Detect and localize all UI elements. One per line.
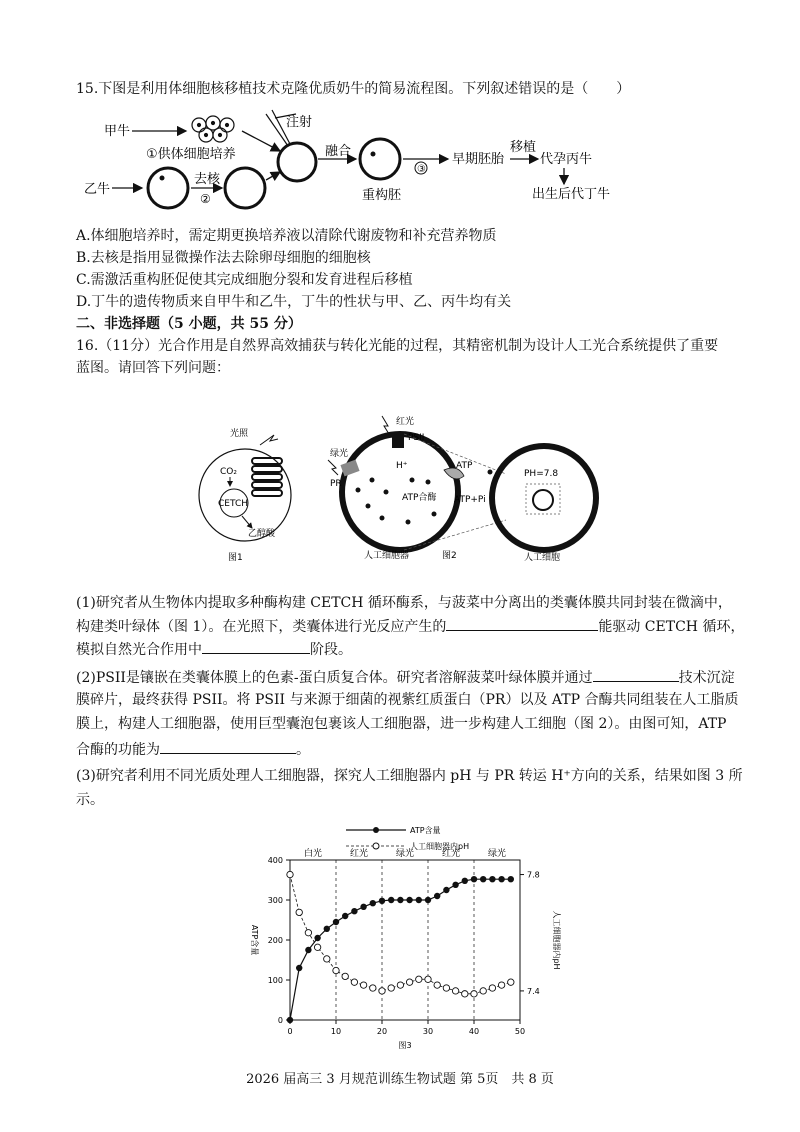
q16-p2-line4-b: 。: [296, 742, 310, 758]
data-point-atp: [508, 876, 514, 882]
y-tick-label: 300: [267, 896, 283, 905]
data-point-ph: [434, 982, 440, 988]
q15-option-c: C.需激活重构胚促使其完成细胞分裂和发育进程后移植: [76, 272, 413, 288]
enucleated-oocyte: [225, 168, 265, 208]
y2-axis-label: 人工细胞器内pH: [552, 910, 561, 970]
fig2-label: 图2: [442, 551, 457, 561]
green-light-label: 绿光: [330, 449, 349, 459]
data-point-atp: [342, 913, 348, 919]
q15-option-b: B.去核是指用显微操作法去除卵母细胞的细胞核: [76, 250, 371, 266]
data-point-ph: [498, 982, 504, 988]
q16-p2-line2: 膜碎片，最终获得 PSII。将 PSII 与来源于细菌的视紫红质蛋白（PR）以及 ATP 合酶共同组装在人工脂质: [76, 692, 739, 708]
data-point-ph: [324, 956, 330, 962]
enucleate-label: 去核: [194, 172, 221, 187]
data-point-atp: [351, 908, 357, 914]
figure-3-chart: [230, 818, 590, 1056]
data-point-ph: [471, 991, 477, 997]
y-tick-label: 100: [267, 976, 283, 985]
data-point-ph: [379, 988, 385, 994]
data-point-ph: [314, 944, 320, 950]
artificial-cell-membrane: [492, 446, 596, 550]
surrogate-label: 代孕丙牛: [540, 152, 593, 167]
data-point-atp: [462, 878, 468, 884]
data-point-atp: [489, 876, 495, 882]
data-point-atp: [480, 876, 486, 882]
q16-p2-line1-a: (2)PSII是镶嵌在类囊体膜上的色素-蛋白质复合体。研究者溶解菠菜叶绿体膜并通过: [76, 670, 593, 686]
red-light-label: 红光: [396, 417, 415, 427]
answer-blank-3[interactable]: [593, 665, 679, 682]
answer-blank-1[interactable]: [446, 614, 598, 631]
q16-p1-line2-a: 构建类叶绿体（图 1）。在光照下，类囊体进行光反应产生的: [76, 619, 447, 635]
q15-option-d: D.丁牛的遗传物质来自甲牛和乙牛，丁牛的性状与甲、乙、丙牛均有关: [76, 294, 512, 310]
data-point-ph: [489, 985, 495, 991]
artificial-organelle-label: 人工细胞器: [364, 551, 410, 561]
q16-p3-line1: (3)研究者利用不同光质处理人工细胞器，探究人工细胞器内 pH 与 PR 转运 H⁺方向的关系，结果如图 3 所: [76, 768, 743, 784]
data-point-atp: [406, 897, 412, 903]
data-point-atp: [425, 897, 431, 903]
data-point-atp: [379, 898, 385, 904]
data-point-ph: [462, 991, 468, 997]
psii-protein: [392, 432, 404, 448]
x-tick-label: 10: [330, 1027, 342, 1036]
q15-option-a: A.体细胞培养时，需定期更换培养液以清除代谢废物和补充营养物质: [76, 228, 497, 244]
atp-synthase-label: ATP合酶: [402, 493, 437, 503]
data-point-atp: [498, 876, 504, 882]
data-point-ph: [287, 871, 293, 877]
data-point-atp: [287, 1017, 293, 1023]
data-point-ph: [305, 930, 311, 936]
x-tick-label: 40: [468, 1027, 480, 1036]
artificial-cell-label: 人工细胞: [524, 553, 561, 563]
data-point-atp: [324, 926, 330, 932]
data-point-atp: [305, 947, 311, 953]
data-point-ph: [360, 982, 366, 988]
period-label: 绿光: [395, 849, 415, 859]
data-point-ph: [296, 909, 302, 915]
fusion-label: 融合: [325, 144, 352, 159]
q16-intro-line1: 16.（11分）光合作用是自然界高效捕获与转化光能的过程，其精密机制为设计人工光合系统提供了重要: [76, 338, 719, 354]
period-label: 红光: [349, 849, 369, 859]
data-point-atp: [397, 897, 403, 903]
q15-stem: 15.下图是利用体细胞核移植技术克隆优质奶牛的简易流程图。下列叙述错误的是（ ）: [76, 81, 631, 97]
red-light-icon: [382, 416, 389, 434]
data-point-atp: [296, 965, 302, 971]
y-tick-label: 0: [277, 1016, 283, 1025]
q16-p1-line3: [76, 637, 352, 661]
data-point-atp: [471, 876, 477, 882]
q16-p2-line1: [76, 665, 735, 689]
zoom-line: [404, 520, 506, 550]
data-point-atp: [360, 904, 366, 910]
y-tick-label: 200: [267, 936, 283, 945]
data-point-ph: [425, 976, 431, 982]
data-point-atp: [434, 893, 440, 899]
adp-pi-label: ATP+Pi: [454, 495, 486, 505]
data-point-atp: [452, 882, 458, 888]
donor-cells: [192, 116, 234, 142]
data-point-atp: [333, 919, 339, 925]
y-tick-label: 400: [267, 856, 283, 865]
data-point-ph: [508, 979, 514, 985]
figure-3-label: 图3: [398, 1041, 412, 1050]
data-point-ph: [388, 985, 394, 991]
q16-p2-line4: [76, 737, 310, 761]
light-icon: [260, 435, 278, 445]
oocyte-nucleus: [160, 176, 165, 181]
data-point-atp: [370, 900, 376, 906]
cow-b-label: 乙牛: [84, 182, 111, 197]
q16-p2-line3: 膜上，构建人工细胞器，使用巨型囊泡包裹该人工细胞器，进一步构建人工细胞（图 2）。由图可知，ATP: [76, 716, 727, 732]
y-axis-label: ATP含量: [250, 924, 259, 956]
section-heading: 二、非选择题（5 小题，共 55 分）: [76, 316, 302, 332]
thylakoid-stack: [252, 458, 282, 496]
data-point-ph: [443, 985, 449, 991]
ph-label: PH=7.8: [524, 469, 559, 479]
x-tick-label: 50: [514, 1027, 526, 1036]
q16-p1-line2: [76, 614, 744, 638]
step1-label: ①供体细胞培养: [146, 147, 236, 162]
cow-a-label: 甲牛: [104, 124, 131, 139]
x-tick-label: 0: [287, 1027, 293, 1036]
series-line-ph: [290, 875, 511, 994]
q16-p1-line3-a: 模拟自然光合作用中: [76, 642, 202, 658]
offspring-label: 出生后代丁牛: [532, 187, 611, 202]
plot-frame: [290, 860, 520, 1020]
arrow: [242, 516, 252, 528]
arrow: [266, 172, 280, 180]
psii-label: PSII: [408, 433, 425, 443]
co2-label: CO₂: [220, 467, 237, 477]
data-point-atp: [416, 897, 422, 903]
q16-p1-line2-b: 能驱动 CETCH 循环，: [598, 619, 745, 635]
period-label: 绿光: [487, 849, 507, 859]
green-light-icon: [328, 460, 338, 475]
arrow: [242, 131, 280, 151]
glycolate-label: 乙醇酸: [248, 529, 276, 539]
answer-blank-2[interactable]: [202, 637, 310, 654]
cetch-label: CETCH: [218, 499, 248, 509]
data-point-ph: [333, 967, 339, 973]
reconstructed-embryo: [360, 139, 400, 179]
x-tick-label: 20: [376, 1027, 388, 1036]
inner-organelle: [533, 490, 553, 510]
answer-blank-4[interactable]: [160, 737, 296, 754]
y2-tick-label: 7.4: [527, 986, 540, 996]
data-point-ph: [342, 973, 348, 979]
legend-label-atp: ATP含量: [410, 826, 441, 835]
step2-label: ②: [200, 192, 211, 206]
fig1-label: 图1: [228, 553, 243, 563]
fused-cell: [278, 143, 316, 181]
data-point-ph: [416, 976, 422, 982]
step3-label: ③: [417, 164, 426, 175]
data-point-ph: [370, 985, 376, 991]
light-label: 光照: [230, 429, 249, 439]
legend-marker-ph: [373, 843, 379, 849]
oocyte: [148, 168, 188, 208]
legend-label-ph: 人工细胞器内pH: [410, 842, 470, 851]
page-footer: 2026 届高三 3 月规范训练生物试题 第 5页 共 8 页: [246, 1072, 554, 1087]
q16-intro-line2: 蓝图。请回答下列问题：: [76, 360, 230, 376]
data-point-atp: [388, 897, 394, 903]
data-point-ph: [397, 982, 403, 988]
atp-label: ATP: [456, 461, 473, 471]
pr-label: PR: [330, 479, 342, 489]
period-label: 白光: [303, 849, 323, 859]
reconstructed-label: 重构胚: [362, 188, 402, 203]
legend-marker-atp: [373, 827, 379, 833]
data-point-atp: [443, 887, 449, 893]
data-point-ph: [452, 988, 458, 994]
q16-p2-line4-a: 合酶的功能为: [76, 742, 160, 758]
q16-figures-1-2: [190, 410, 610, 570]
data-point-ph: [406, 979, 412, 985]
q16-p2-line1-b: 技术沉淀: [678, 670, 735, 686]
period-label: 红光: [441, 849, 461, 859]
inject-label: 注射: [286, 115, 313, 130]
transplant-label: 移植: [510, 140, 537, 155]
early-embryo-label: 早期胚胎: [452, 152, 505, 167]
nucleus: [371, 152, 376, 157]
data-point-atp: [314, 935, 320, 941]
y2-tick-label: 7.8: [527, 870, 540, 880]
data-point-ph: [480, 988, 486, 994]
q16-p1-line3-b: 阶段。: [310, 642, 352, 658]
q16-p1-line1: (1)研究者从生物体内提取多种酶构建 CETCH 循环酶系，与菠菜中分离出的类囊体膜共同封装在微滴中，: [76, 595, 732, 611]
data-point-ph: [351, 979, 357, 985]
hplus-label: H⁺: [396, 461, 408, 471]
q16-p3-line2: 示。: [76, 792, 104, 808]
x-tick-label: 30: [422, 1027, 434, 1036]
q15-flow-diagram: [70, 104, 710, 214]
